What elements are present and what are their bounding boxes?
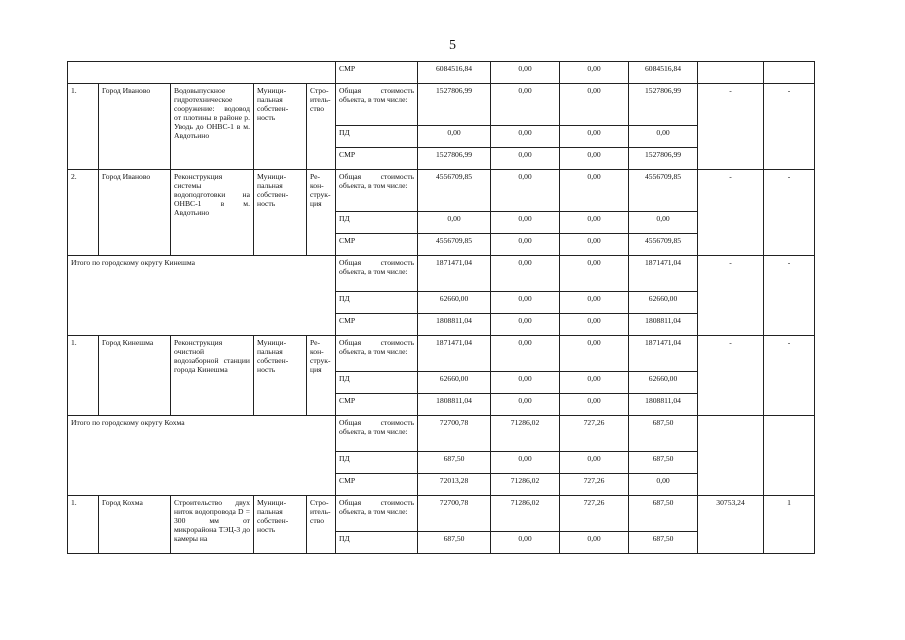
value-cell: 0,00	[491, 170, 560, 212]
value-cell: 0,00	[418, 212, 491, 234]
page-number: 5	[449, 38, 456, 53]
value-cell: 4556709,85	[629, 234, 698, 256]
value-cell: 727,26	[560, 496, 629, 532]
value-cell: 1871471,04	[418, 256, 491, 292]
dash-cell: -	[698, 336, 764, 416]
value-cell: 71286,02	[491, 474, 560, 496]
value-cell: 1871471,04	[629, 256, 698, 292]
value-cell: 0,00	[560, 256, 629, 292]
value-cell: 1871471,04	[629, 336, 698, 372]
value-cell: 0,00	[491, 372, 560, 394]
row-label: ПД	[336, 452, 418, 474]
work-type-cell: Ре-кон-струк-ция	[307, 170, 336, 256]
value-cell: 4556709,85	[418, 170, 491, 212]
value-cell: 0,00	[560, 62, 629, 84]
value-cell: 0,00	[491, 62, 560, 84]
value-cell: 0,00	[560, 212, 629, 234]
value-cell: 0,00	[560, 126, 629, 148]
value-cell: 0,00	[491, 452, 560, 474]
value-cell: 0,00	[560, 372, 629, 394]
city-cell: Город Иваново	[99, 170, 171, 256]
value-cell: 687,50	[629, 532, 698, 554]
investment-table	[67, 61, 815, 554]
item-number: 1.	[68, 336, 99, 416]
owner-cell: Муници-пальная собствен-ность	[254, 336, 307, 416]
row-label: СМР	[336, 234, 418, 256]
object-cell: Реконструкция системы водоподготовки на ОНВС-1 в м. Авдотьино	[171, 170, 254, 256]
value-cell: 62660,00	[418, 372, 491, 394]
city-cell: Город Кохма	[99, 496, 171, 554]
dash-cell: -	[764, 256, 815, 336]
value-cell: 62660,00	[629, 372, 698, 394]
value-cell: 1527806,99	[418, 84, 491, 126]
value-cell: 0,00	[491, 314, 560, 336]
value-cell: 6084516,84	[629, 62, 698, 84]
row-label: СМР	[336, 314, 418, 336]
value-cell: 0,00	[629, 474, 698, 496]
value-cell: 72013,28	[418, 474, 491, 496]
row-label: Общая стоимость объекта, в том числе:	[336, 496, 418, 532]
dash-cell: -	[764, 336, 815, 416]
row-label: ПД	[336, 292, 418, 314]
value-cell: 0,00	[560, 314, 629, 336]
value-cell: 72700,78	[418, 416, 491, 452]
value-cell: 0,00	[491, 532, 560, 554]
value-cell: 0,00	[491, 394, 560, 416]
row-label: Общая стоимость объекта, в том числе:	[336, 336, 418, 372]
district-total-label: Итого по городскому округу Кинешма	[68, 256, 336, 336]
value-cell: 1808811,04	[629, 394, 698, 416]
value-cell: 4556709,85	[629, 170, 698, 212]
object-cell: Реконструкция очистной водозаборной станции города Кинешма	[171, 336, 254, 416]
value-cell: 687,50	[629, 452, 698, 474]
item-number: 2.	[68, 170, 99, 256]
table-row	[68, 62, 815, 84]
work-type-cell: Стро-итель-ство	[307, 84, 336, 170]
dash-cell: -	[764, 170, 815, 256]
value-cell: 0,00	[629, 212, 698, 234]
value-cell: 0,00	[629, 126, 698, 148]
empty-cell	[764, 62, 815, 84]
value-cell: 0,00	[560, 170, 629, 212]
table-row	[68, 256, 815, 292]
dash-cell: -	[698, 84, 764, 170]
value-cell: 1527806,99	[629, 84, 698, 126]
value-cell: 72700,78	[418, 496, 491, 532]
value-cell: 0,00	[560, 336, 629, 372]
value-cell: 0,00	[491, 84, 560, 126]
value-cell: 0,00	[560, 394, 629, 416]
value-cell: 727,26	[560, 416, 629, 452]
row-label: Общая стоимость объекта, в том числе:	[336, 416, 418, 452]
value-cell: 0,00	[491, 256, 560, 292]
value-cell: 0,00	[560, 532, 629, 554]
value-cell: 1	[764, 496, 815, 554]
dash-cell: -	[698, 170, 764, 256]
row-label: Общая стоимость объекта, в том числе:	[336, 170, 418, 212]
row-label: ПД	[336, 126, 418, 148]
row-label: ПД	[336, 372, 418, 394]
item-number: 1.	[68, 84, 99, 170]
value-cell: 1808811,04	[629, 314, 698, 336]
row-label: СМР	[336, 394, 418, 416]
value-cell: 0,00	[491, 234, 560, 256]
table-row	[68, 416, 815, 452]
value-cell: 1527806,99	[629, 148, 698, 170]
row-label: ПД	[336, 212, 418, 234]
empty-cell	[68, 62, 336, 84]
value-cell: 1527806,99	[418, 148, 491, 170]
owner-cell: Муници-пальная собствен-ность	[254, 84, 307, 170]
row-label: СМР	[336, 474, 418, 496]
value-cell: 727,26	[560, 474, 629, 496]
work-type-cell: Стро-итель-ство	[307, 496, 336, 554]
empty-cell	[764, 416, 815, 496]
table-row	[68, 336, 815, 372]
value-cell: 687,50	[418, 452, 491, 474]
value-cell: 0,00	[560, 84, 629, 126]
value-cell: 0,00	[491, 148, 560, 170]
owner-cell: Муници-пальная собствен-ность	[254, 170, 307, 256]
empty-cell	[698, 62, 764, 84]
item-number: 1.	[68, 496, 99, 554]
value-cell: 62660,00	[629, 292, 698, 314]
value-cell: 62660,00	[418, 292, 491, 314]
value-cell: 1871471,04	[418, 336, 491, 372]
object-cell: Строительство двух ниток водопровода D = 300 мм от микрорайона ТЭЦ-3 до камеры на	[171, 496, 254, 554]
city-cell: Город Иваново	[99, 84, 171, 170]
row-label: СМР	[336, 62, 418, 84]
table-row	[68, 170, 815, 212]
row-label: Общая стоимость объекта, в том числе:	[336, 84, 418, 126]
value-cell: 0,00	[418, 126, 491, 148]
dash-cell: -	[698, 256, 764, 336]
district-total-label: Итого по городскому округу Кохма	[68, 416, 336, 496]
value-cell: 0,00	[491, 212, 560, 234]
work-type-cell: Ре-кон-струк-ция	[307, 336, 336, 416]
value-cell: 0,00	[560, 148, 629, 170]
value-cell: 1808811,04	[418, 314, 491, 336]
value-cell: 0,00	[491, 126, 560, 148]
value-cell: 4556709,85	[418, 234, 491, 256]
value-cell: 0,00	[491, 292, 560, 314]
dash-cell: -	[764, 84, 815, 170]
value-cell: 71286,02	[491, 416, 560, 452]
row-label: ПД	[336, 532, 418, 554]
table-row	[68, 84, 815, 126]
value-cell: 0,00	[560, 234, 629, 256]
value-cell: 0,00	[560, 292, 629, 314]
row-label: Общая стоимость объекта, в том числе:	[336, 256, 418, 292]
value-cell: 30753,24	[698, 496, 764, 554]
row-label: СМР	[336, 148, 418, 170]
city-cell: Город Кинешма	[99, 336, 171, 416]
value-cell: 6084516,84	[418, 62, 491, 84]
value-cell: 687,50	[418, 532, 491, 554]
table-row	[68, 496, 815, 532]
owner-cell: Муници-пальная собствен-ность	[254, 496, 307, 554]
empty-cell	[698, 416, 764, 496]
value-cell: 71286,02	[491, 496, 560, 532]
value-cell: 687,50	[629, 416, 698, 452]
value-cell: 687,50	[629, 496, 698, 532]
value-cell: 1808811,04	[418, 394, 491, 416]
object-cell: Водовыпускное гидротехническое сооружение: водовод от плотины в районе р. Уводь до ОНВС-1 в м. Авдотьино	[171, 84, 254, 170]
value-cell: 0,00	[491, 336, 560, 372]
value-cell: 0,00	[560, 452, 629, 474]
